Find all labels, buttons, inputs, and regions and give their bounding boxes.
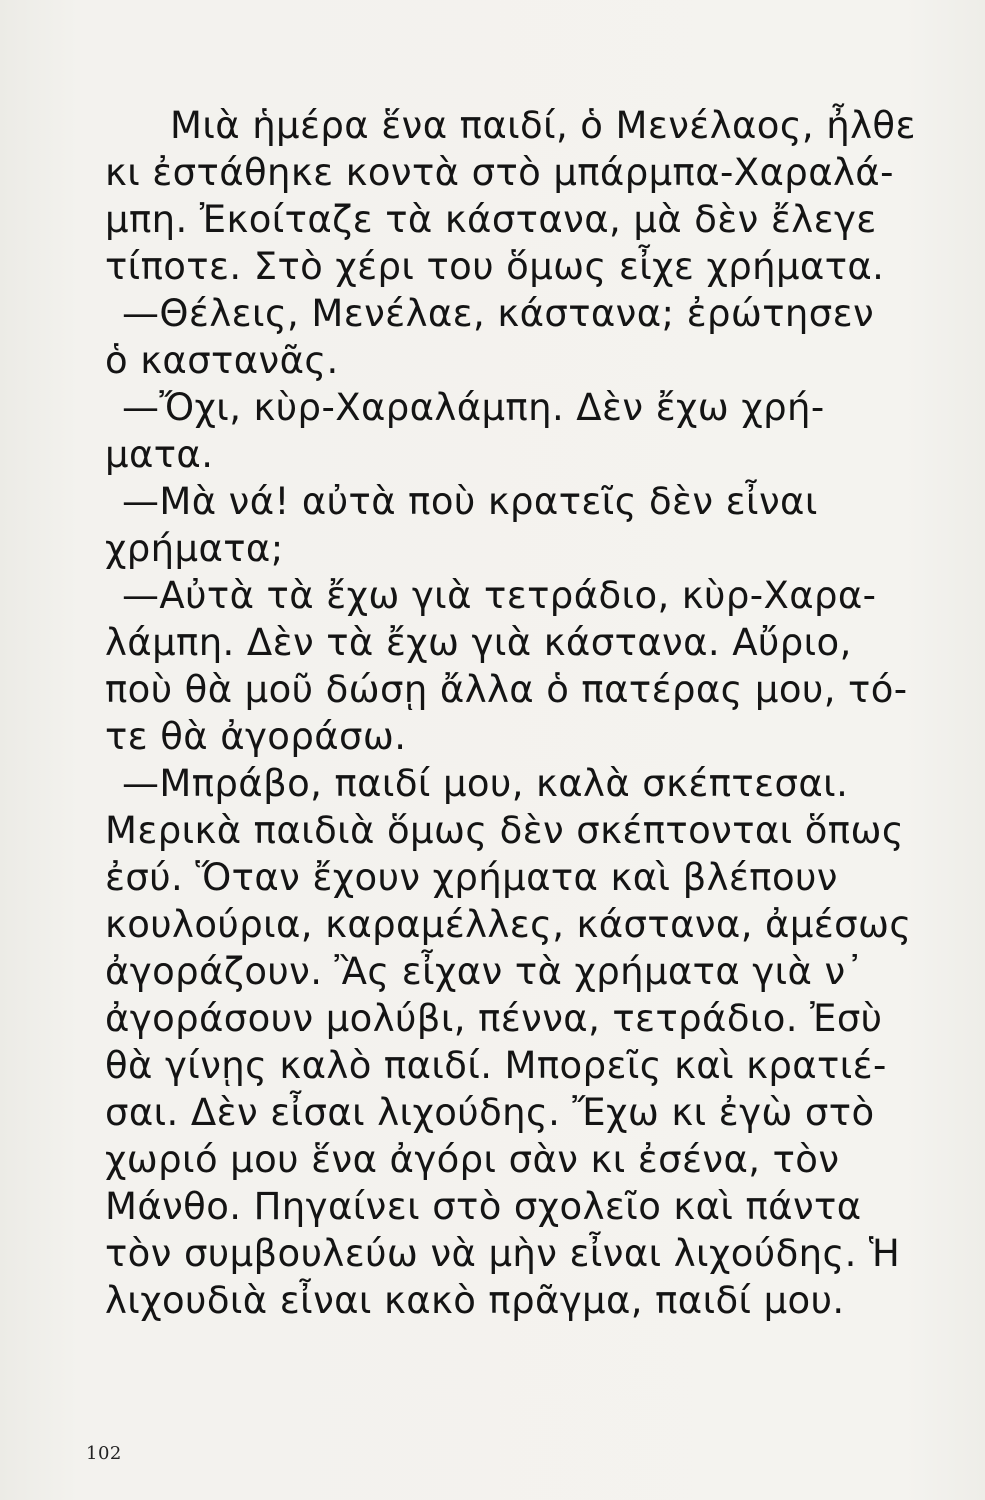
text-line: λάμπη. Δὲν τὰ ἔχω γιὰ κάστανα. Αὔριο, bbox=[105, 621, 852, 664]
text-line: χρήματα; bbox=[105, 527, 284, 570]
text-line: ὁ καστανᾶς. bbox=[105, 339, 339, 382]
text-line: Μιὰ ἡμέρα ἕνα παιδί, ὁ Μενέλαος, ἦλθε bbox=[170, 104, 916, 147]
text-line: λιχουδιὰ εἶναι κακὸ πρᾶγμα, παιδί μου. bbox=[105, 1279, 845, 1322]
text-line: Μάνθο. Πηγαίνει στὸ σχολεῖο καὶ πάντα bbox=[105, 1185, 862, 1228]
text-line: ποὺ θὰ μοῦ δώσῃ ἄλλα ὁ πατέρας μου, τό- bbox=[105, 668, 908, 711]
text-line: τίποτε. Στὸ χέρι του ὅμως εἶχε χρήματα. bbox=[105, 245, 885, 288]
page-number: 102 bbox=[86, 1443, 122, 1464]
text-line: θὰ γίνῃς καλὸ παιδί. Μπορεῖς καὶ κρατιέ- bbox=[105, 1044, 887, 1087]
text-line: χωριό μου ἕνα ἀγόρι σὰν κι ἐσένα, τὸν bbox=[105, 1138, 840, 1181]
text-line: —Μπράβο, παιδί μου, καλὰ σκέπτεσαι. bbox=[122, 762, 849, 805]
text-line: ἀγοράζουν. Ἂς εἶχαν τὰ χρήματα γιὰ ν᾿ bbox=[105, 950, 865, 993]
text-line: ματα. bbox=[105, 433, 214, 476]
text-line: —Ὄχι, κὺρ-Χαραλάμπη. Δὲν ἔχω χρή- bbox=[122, 386, 825, 429]
text-line: τὸν συμβουλεύω νὰ μὴν εἶναι λιχούδης. Ἡ bbox=[105, 1232, 901, 1275]
text-line: σαι. Δὲν εἶσαι λιχούδης. Ἔχω κι ἐγὼ στὸ bbox=[105, 1091, 875, 1134]
text-line: κι ἐστάθηκε κοντὰ στὸ μπάρμπα-Χαραλά- bbox=[105, 151, 894, 194]
text-line: ἐσύ. Ὅταν ἔχουν χρήματα καὶ βλέπουν bbox=[105, 856, 838, 899]
text-line: Μερικὰ παιδιὰ ὅμως δὲν σκέπτονται ὅπως bbox=[105, 809, 904, 852]
text-line: —Μὰ νά! αὐτὰ ποὺ κρατεῖς δὲν εἶναι bbox=[122, 480, 818, 523]
text-line: —Αὐτὰ τὰ ἔχω γιὰ τετράδιο, κὺρ-Χαρα- bbox=[122, 574, 877, 617]
text-line: —Θέλεις, Μενέλαε, κάστανα; ἐρώτησεν bbox=[122, 292, 875, 335]
text-line: τε θὰ ἀγοράσω. bbox=[105, 715, 407, 758]
text-line: μπη. Ἐκοίταζε τὰ κάστανα, μὰ δὲν ἔλεγε bbox=[105, 198, 877, 241]
text-line: ἀγοράσουν μολύβι, πέννα, τετράδιο. Ἐσὺ bbox=[105, 997, 883, 1040]
text-line: κουλούρια, καραμέλλες, κάστανα, ἀμέσως bbox=[105, 903, 912, 946]
